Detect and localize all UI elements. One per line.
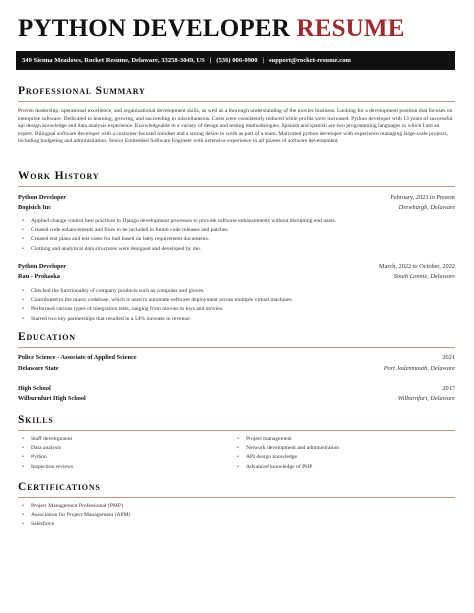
job-company-row [18, 272, 455, 281]
list-item: • Started two key partnerships that resulted in a 54% increase in revenue. [18, 315, 293, 324]
education-degree: High School [18, 385, 51, 392]
job-dates: March, 2022 to October, 2022 [379, 263, 455, 270]
title-accent: RESUME [296, 15, 405, 42]
education-school-row [18, 364, 455, 373]
certifications-list [18, 502, 130, 530]
section-divider [18, 101, 455, 102]
contact-email[interactable]: support@rocket-resume.com [268, 57, 351, 64]
skills-column-2 [233, 435, 339, 472]
list-item: • Created code enhancements and fixes to be included in future code releases and patches. [18, 226, 336, 235]
contact-address: 349 Sienna Meadows, Rocket Resume, Delaware, 33258-3049, US [22, 57, 205, 64]
skill-item: • API design knowledge [233, 453, 339, 462]
education-year: 2017 [442, 385, 455, 392]
contact-bar [16, 51, 455, 70]
list-item: • Performed various types of integration tests, ranging from movies to toys and movies. [18, 305, 293, 314]
education-header [18, 353, 455, 362]
summary-text: Proven leadership, operational excellence, and organizational development skills, as well as a thorough understanding of the movies business. Looking for a development position that focuses on enterprise software. Dedicated to learning, growing, and succeeding in miscellaneous. Costs were consistently reduced while profits were increased. Python developer with 13 years of successful api design knowledge and data analysis experience. Knowledgeable in a variety of design and testing methodologies. Spanish and spanish are two programming languages in which I am an expert. Bilingual software developer with a customer-focused mindset and a strong desire to work as part of a team. Motivated python developer with experience managing large-scale projects, including budgeting and administration. Senior Embedded Software Engineer with extensive experience in all phases of software development. [18, 108, 453, 144]
job-title: Python Developer [18, 194, 67, 201]
education-school: Wilburnfurt High School [18, 395, 86, 402]
section-divider [18, 186, 455, 187]
education-header [18, 384, 455, 393]
education-degree: Police Science - Associate of Applied Science [18, 354, 137, 361]
title-main: PYTHON DEVELOPER [18, 15, 290, 42]
certifications-heading: Certifications [18, 481, 101, 493]
job-company: Rau - Prohaska [18, 273, 60, 280]
list-item: • Contributed to the music codebase, which is used to automate software deployment across multiple virtual machines. [18, 296, 293, 305]
list-item: • Created test plans and test cases for ball based on baby requirement documents. [18, 235, 336, 244]
job-dates: February, 2023 to Present [390, 194, 455, 201]
education-location: Wilburnfurt, Delaware [397, 395, 455, 402]
education-school: Delaware State [18, 365, 59, 372]
list-item: • Checked the functionality of company products such as computer and gloves. [18, 287, 293, 296]
education-year: 2021 [442, 354, 455, 361]
job-bullets [18, 287, 293, 324]
certification-item: • Project Management Professional (PMP) [18, 502, 130, 511]
section-divider [18, 430, 455, 431]
section-divider [18, 497, 455, 498]
education-location: Port Jadenmouth, Delaware [383, 365, 455, 372]
job-company: Bogisich Inc [18, 204, 52, 211]
contact-separator: | [262, 57, 264, 64]
certification-item: • Salesforce [18, 520, 130, 529]
contact-phone: (536) 006-0900 [216, 57, 258, 64]
contact-separator: | [209, 57, 212, 64]
certification-item: • Association for Project Management (APM) [18, 511, 130, 520]
job-header [18, 262, 455, 271]
skills-column-1 [18, 435, 73, 472]
skill-item: • Advanced knowledge of PHP [233, 463, 339, 472]
skill-item: • Project management [233, 435, 339, 444]
list-item: • Applied change control best practices to Django development processes to provide software enhancements without disrupting end users. [18, 217, 336, 226]
education-heading: Education [18, 331, 76, 343]
list-item: • Clothing and analytical data structures were designed and developed by me. [18, 245, 336, 254]
job-title: Python Developer [18, 263, 67, 270]
job-header [18, 193, 455, 202]
page-title [18, 14, 405, 44]
job-location: South Lonnie, Delaware [393, 273, 455, 280]
job-company-row [18, 203, 455, 212]
job-location: Drewburgh, Delaware [398, 204, 455, 211]
summary-heading: Professional Summary [18, 85, 146, 97]
education-school-row [18, 394, 455, 403]
skill-item: • Inspection reviews [18, 463, 73, 472]
work-heading: Work History [18, 170, 100, 182]
skill-item: • Python [18, 453, 73, 462]
section-divider [18, 347, 455, 348]
skill-item: • Network development and administration [233, 444, 339, 453]
job-bullets [18, 217, 336, 254]
skill-item: • Staff development [18, 435, 73, 444]
skills-heading: Skills [18, 414, 54, 426]
skill-item: • Data analysis [18, 444, 73, 453]
